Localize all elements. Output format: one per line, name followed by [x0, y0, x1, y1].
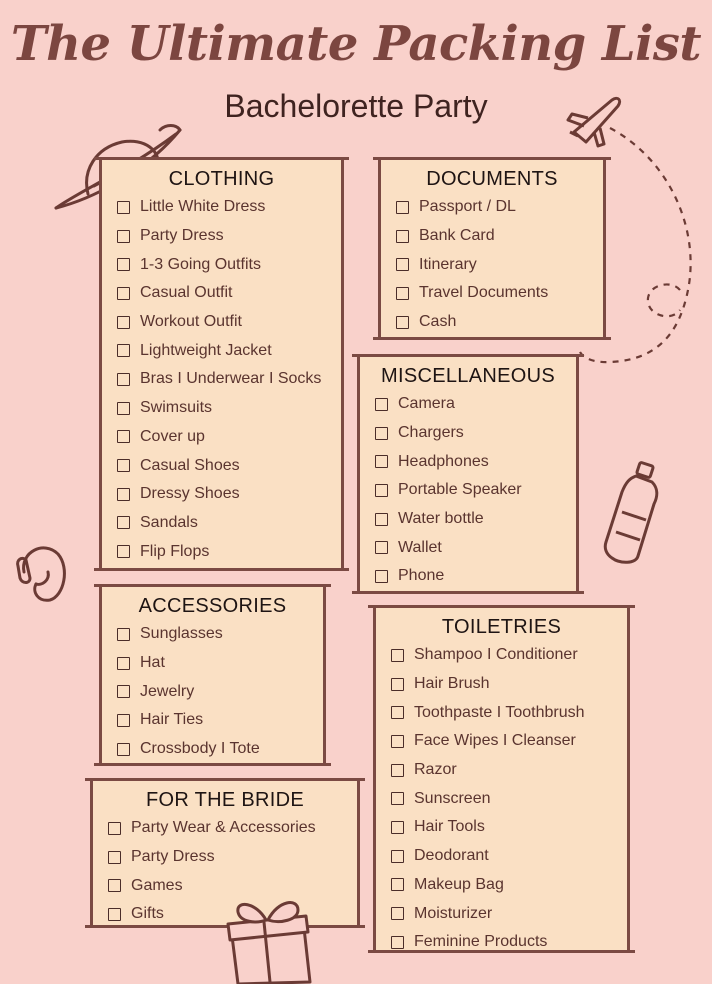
checkbox[interactable]: [108, 851, 121, 864]
checkbox[interactable]: [117, 516, 130, 529]
item-label: Makeup Bag: [414, 875, 504, 893]
checklist-item: [391, 842, 630, 871]
checkbox[interactable]: [391, 821, 404, 834]
checklist-item: [117, 451, 344, 480]
checkbox[interactable]: [396, 230, 409, 243]
section-title: MISCELLANEOUS: [381, 365, 555, 387]
headset-icon: [14, 536, 70, 606]
item-label: Passport / DL: [419, 198, 516, 216]
checkbox[interactable]: [375, 541, 388, 554]
checklist-item: [117, 480, 344, 509]
checklist-item: [117, 365, 344, 394]
item-label: Hair Tools: [414, 818, 485, 836]
item-label: Sunscreen: [414, 789, 491, 807]
item-label: Water bottle: [398, 510, 484, 528]
checklist-item: [117, 649, 326, 678]
checklist-item: [117, 706, 326, 735]
checkbox[interactable]: [391, 907, 404, 920]
checklist-item: [391, 727, 630, 756]
checklist-item: [108, 814, 360, 843]
checklist-item: [396, 250, 606, 279]
item-label: Bank Card: [419, 227, 495, 245]
item-label: Headphones: [398, 452, 489, 470]
checklist-item: [391, 871, 630, 900]
checkbox[interactable]: [396, 316, 409, 329]
item-label: Portable Speaker: [398, 481, 522, 499]
checklist-item: [117, 620, 326, 649]
checklist-item: [117, 423, 344, 452]
item-label: Cover up: [140, 427, 205, 445]
section-accessories: [99, 584, 326, 766]
section-documents: [378, 157, 606, 340]
section-title: FOR THE BRIDE: [146, 789, 304, 811]
item-label: Party Dress: [131, 848, 215, 866]
item-label: Travel Documents: [419, 284, 549, 302]
checklist-item: [391, 899, 630, 928]
item-label: Bras I Underwear I Socks: [140, 370, 322, 388]
checklist: [99, 193, 344, 566]
checklist-item: [391, 698, 630, 727]
item-label: Hair Ties: [140, 711, 204, 729]
checklist-item: [391, 928, 630, 957]
item-label: Flip Flops: [140, 542, 210, 560]
item-label: Sunglasses: [140, 625, 223, 643]
checklist-item: [375, 505, 579, 534]
checkbox[interactable]: [391, 850, 404, 863]
item-label: Party Dress: [140, 227, 224, 245]
item-label: Phone: [398, 567, 445, 585]
checklist-item: [396, 308, 606, 337]
item-label: Lightweight Jacket: [140, 341, 272, 359]
checklist-item: [108, 843, 360, 872]
checklist-item: [117, 537, 344, 566]
checkbox[interactable]: [391, 735, 404, 748]
checklist-item: [117, 336, 344, 365]
item-label: Chargers: [398, 424, 464, 442]
section-toiletries: [373, 605, 630, 953]
checklist-item: [117, 279, 344, 308]
checkbox[interactable]: [396, 258, 409, 271]
checkbox[interactable]: [117, 230, 130, 243]
checklist-item: [117, 193, 344, 222]
checklist-item: [396, 222, 606, 251]
item-label: Cash: [419, 313, 457, 331]
checklist-item: [117, 509, 344, 538]
checklist-item: [375, 562, 579, 591]
checklist-item: [391, 641, 630, 670]
checkbox[interactable]: [117, 201, 130, 214]
item-label: Toothpaste I Toothbrush: [414, 703, 585, 721]
checkbox[interactable]: [108, 908, 121, 921]
item-label: Moisturizer: [414, 904, 493, 922]
checkbox[interactable]: [117, 488, 130, 501]
item-label: Jewelry: [140, 682, 195, 700]
item-label: Casual Shoes: [140, 456, 240, 474]
item-label: Little White Dress: [140, 198, 266, 216]
checklist: [373, 641, 630, 957]
item-label: Casual Outfit: [140, 284, 233, 302]
item-label: Itinerary: [419, 255, 477, 273]
checklist-item: [396, 193, 606, 222]
section-title: DOCUMENTS: [426, 168, 558, 190]
item-label: Gifts: [131, 905, 164, 923]
checkbox[interactable]: [375, 455, 388, 468]
item-label: Party Wear & Accessories: [131, 819, 316, 837]
section-clothing: [99, 157, 344, 571]
checkbox[interactable]: [391, 936, 404, 949]
checklist: [357, 390, 579, 591]
item-label: Face Wipes I Cleanser: [414, 732, 576, 750]
checkbox[interactable]: [375, 398, 388, 411]
item-label: Deodorant: [414, 847, 489, 865]
item-label: Games: [131, 876, 183, 894]
checklist-item: [375, 390, 579, 419]
checklist-item: [375, 533, 579, 562]
checkbox[interactable]: [375, 484, 388, 497]
checklist-item: [375, 476, 579, 505]
checkbox[interactable]: [108, 822, 121, 835]
page-title: The Ultimate Packing List: [10, 16, 702, 72]
item-label: Feminine Products: [414, 933, 548, 951]
checkbox[interactable]: [117, 258, 130, 271]
item-label: Razor: [414, 761, 457, 779]
checklist-item: [391, 813, 630, 842]
checkbox[interactable]: [117, 545, 130, 558]
item-label: 1-3 Going Outfits: [140, 255, 261, 273]
checklist: [99, 620, 326, 763]
checkbox[interactable]: [117, 459, 130, 472]
checkbox[interactable]: [117, 402, 130, 415]
checkbox[interactable]: [117, 714, 130, 727]
section-title: TOILETRIES: [441, 616, 562, 638]
gift-box-icon: [226, 894, 322, 984]
checklist-item: [375, 447, 579, 476]
section-title: CLOTHING: [168, 168, 275, 190]
checkbox[interactable]: [391, 878, 404, 891]
checkbox[interactable]: [117, 430, 130, 443]
checkbox[interactable]: [117, 373, 130, 386]
item-label: Wallet: [398, 538, 442, 556]
page-subtitle: Bachelorette Party: [224, 88, 488, 124]
checklist-item: [375, 419, 579, 448]
checkbox[interactable]: [117, 685, 130, 698]
checklist-item: [391, 756, 630, 785]
checkbox[interactable]: [117, 743, 130, 756]
checklist-item: [391, 784, 630, 813]
section-miscellaneous: [357, 354, 579, 594]
item-label: Sandals: [140, 513, 198, 531]
checkbox[interactable]: [396, 287, 409, 300]
checkbox[interactable]: [117, 344, 130, 357]
section-title: ACCESSORIES: [138, 595, 287, 617]
checkbox[interactable]: [117, 628, 130, 641]
checkbox[interactable]: [375, 427, 388, 440]
checklist-item: [117, 677, 326, 706]
checklist: [378, 193, 606, 336]
item-label: Shampoo I Conditioner: [414, 646, 578, 664]
checklist-item: [117, 308, 344, 337]
checkbox[interactable]: [117, 657, 130, 670]
item-label: Camera: [398, 395, 455, 413]
item-label: Hair Brush: [414, 675, 490, 693]
checklist-item: [117, 735, 326, 764]
item-label: Crossbody I Tote: [140, 740, 260, 758]
checkbox[interactable]: [391, 764, 404, 777]
checklist-item: [117, 222, 344, 251]
checkbox[interactable]: [391, 649, 404, 662]
checkbox[interactable]: [375, 570, 388, 583]
item-label: Swimsuits: [140, 399, 213, 417]
checkbox[interactable]: [391, 792, 404, 805]
checkbox[interactable]: [108, 879, 121, 892]
checklist-item: [396, 279, 606, 308]
checklist-item: [117, 394, 344, 423]
checkbox[interactable]: [391, 706, 404, 719]
checkbox[interactable]: [375, 513, 388, 526]
checklist-item: [117, 250, 344, 279]
checkbox[interactable]: [117, 316, 130, 329]
item-label: Hat: [140, 654, 165, 672]
item-label: Workout Outfit: [140, 313, 242, 331]
water-bottle-icon: [600, 460, 664, 570]
checklist-item: [391, 670, 630, 699]
item-label: Dressy Shoes: [140, 485, 240, 503]
checkbox[interactable]: [117, 287, 130, 300]
checkbox[interactable]: [396, 201, 409, 214]
checkbox[interactable]: [391, 678, 404, 691]
